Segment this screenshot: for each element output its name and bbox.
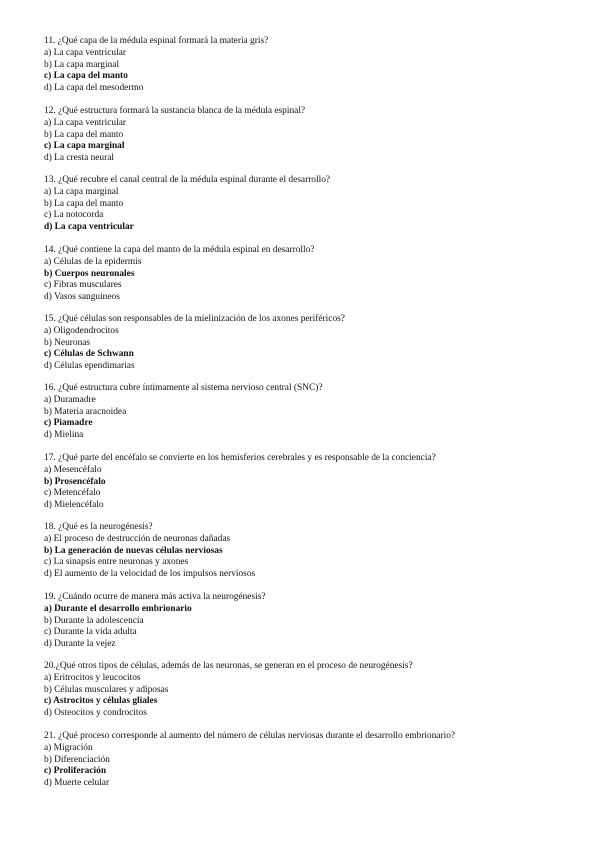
option-c: c) La sinapsis entre neuronas y axones [44,557,189,568]
option-c-correct: c) Astrocitos y células gliales [44,696,158,707]
question-block-18 [44,522,564,581]
option-d: d) Mielencéfalo [44,500,104,511]
option-b: b) La capa marginal [44,59,120,70]
question-text: 19. ¿Cuándo ocurre de manera más activa la neurogénesis? [44,592,266,602]
question-block-20 [44,661,564,720]
question-text: 15. ¿Qué células son responsables de la mielinización de los axones periféricos? [44,314,345,324]
option-d: d) Células ependimarias [44,361,135,372]
question-block-19 [44,592,564,651]
option-d: d) La capa del mesodermo [44,83,144,94]
option-a: a) Células de la epidermis [44,256,142,267]
option-a: a) La capa ventricular [44,117,126,128]
option-c-correct: c) La capa marginal [44,141,125,152]
option-a: a) Oligodendrocitos [44,325,119,336]
question-block-13 [44,175,564,234]
option-a: a) La capa ventricular [44,47,126,58]
question-text: 16. ¿Qué estructura cubre íntimamente al sistema nervioso central (SNC)? [44,383,323,393]
option-a: a) El proceso de destrucción de neuronas dañadas [44,533,231,544]
question-text: 21. ¿Qué proceso corresponde al aumento del número de células nerviosas durante el desarrollo embrionario? [44,731,456,741]
option-b: b) Durante la adolescencia [44,615,144,626]
option-a: a) Migración [44,742,93,753]
question-block-14 [44,245,564,304]
option-d: d) Muerte celular [44,778,110,789]
option-a: a) Mesencéfalo [44,464,102,475]
question-block-11 [44,36,564,95]
option-c-correct: c) Células de Schwann [44,349,134,360]
question-text: 13. ¿Qué recubre el canal central de la médula espinal durante el desarrollo? [44,175,331,185]
option-a-correct: a) Durante el desarrollo embrionario [44,603,192,614]
option-a: a) Eritrocitos y leucocitos [44,672,141,683]
option-b-correct: b) Cuerpos neuronales [44,268,135,279]
option-d: d) Durante la vejez [44,639,116,650]
question-block-12 [44,106,564,165]
option-a: a) Duramadre [44,394,96,405]
question-block-17 [44,453,564,512]
option-d: d) Vasos sanguíneos [44,292,120,303]
option-b: b) La capa del manto [44,198,124,209]
question-text: 12. ¿Qué estructura formará la sustancia blanca de la médula espinal? [44,106,306,116]
question-block-16 [44,383,564,442]
option-d: d) Osteocitos y condrocitos [44,708,147,719]
option-b: b) La capa del manto [44,129,124,140]
option-c: c) Durante la vida adulta [44,627,137,638]
option-a: a) La capa marginal [44,186,119,197]
option-c: c) Fibras musculares [44,280,122,291]
option-b-correct: b) Prosencéfalo [44,476,106,487]
question-text: 20.¿Qué otros tipos de células, además de las neuronas, se generan en el proceso de neurogénesis? [44,661,413,671]
question-block-21 [44,731,564,790]
option-b: b) Células musculares y adiposas [44,684,169,695]
option-d-correct: d) La capa ventricular [44,222,134,233]
question-text: 14. ¿Qué contiene la capa del manto de la médula espinal en desarrollo? [44,245,315,255]
question-text: 18. ¿Qué es la neurogénesis? [44,522,153,532]
option-c: c) Metencéfalo [44,488,101,499]
option-d: d) La cresta neural [44,153,115,164]
option-c: c) La notocorda [44,210,104,221]
option-c-correct: c) La capa del manto [44,71,128,82]
question-block-15 [44,314,564,373]
option-d: d) El aumento de la velocidad de los impulsos nerviosos [44,569,256,580]
option-b: b) Neuronas [44,337,91,348]
option-c-correct: c) Proliferación [44,766,107,777]
option-b-correct: b) La generación de nuevas células nerviosas [44,545,223,556]
option-b: b) Diferenciación [44,754,110,765]
option-d: d) Mielina [44,430,84,441]
question-text: 11. ¿Qué capa de la médula espinal formará la materia gris? [44,36,269,46]
option-b: b) Materia aracnoidea [44,406,127,417]
question-text: 17. ¿Qué parte del encéfalo se convierte en los hemisferios cerebrales y es responsable de la conciencia? [44,453,436,463]
option-c-correct: c) Piamadre [44,418,93,429]
